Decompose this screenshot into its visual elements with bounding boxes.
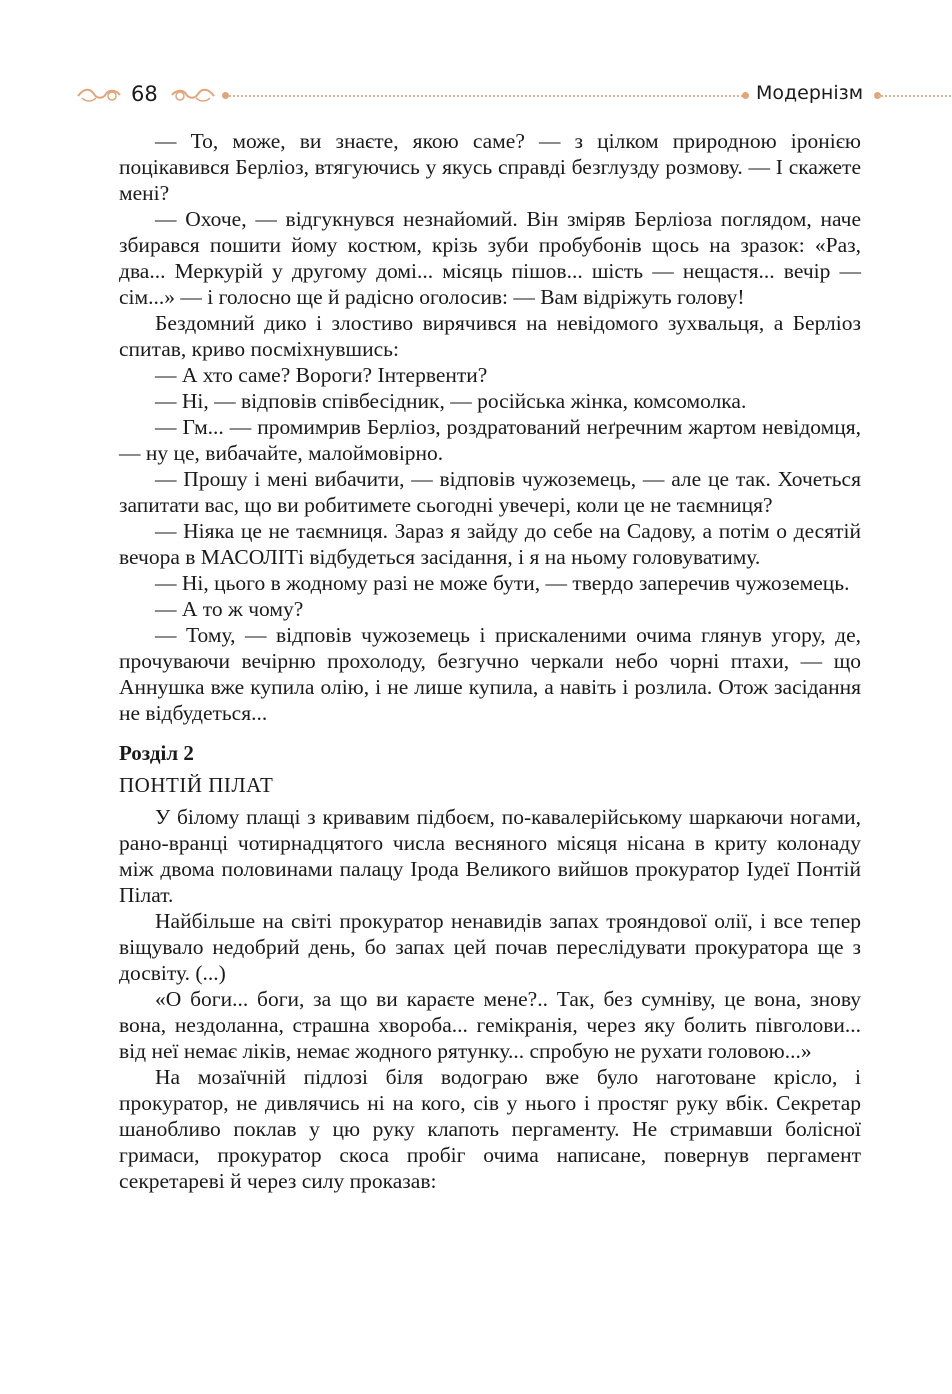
paragraph: — Ні, цього в жодному разі не може бути, — твердо заперечив чужоземець.: [155, 571, 850, 595]
chapter-subtitle: ПОНТІЙ ПІЛАТ: [119, 773, 274, 797]
paragraph: — Охоче, — відгукнувся незнайомий. Він зміряв Берліоза поглядом, наче збирався пошити йому костюм, крізь зуби пробубонів щось на зразок: «Раз, два... Меркурій у другому домі... місяць пішов... шість — нещастя... вечір — сім...» — і голосно ще й радісно оголосив: — Вам відріжуть голову!: [119, 207, 861, 309]
paragraph: — То, може, ви знаєте, якою саме? — з цілком природною іронією поцікавився Берліоз, втягуючись у якусь справді безглузду розмову. — І скажете мені?: [119, 129, 861, 205]
page-number: 68: [131, 82, 158, 106]
header-rule-left: [226, 95, 746, 97]
paragraph: — А хто саме? Вороги? Інтервенти?: [155, 363, 488, 387]
paragraph: У білому плащі з кривавим підбоєм, по-кавалерійському шаркаючи ногами, рано-вранці чотирнадцятого числа весняного місяця нісана в криту колонаду між двома половинами палацу Ірода Великого вийшов прокуратор Іудеї Понтій Пілат.: [119, 805, 861, 907]
page-body: [119, 128, 861, 1194]
paragraph: — А то ж чому?: [155, 597, 304, 621]
section-title: Модернізм: [756, 82, 864, 104]
paragraph: — Ні, — відповів співбесідник, — російська жінка, комсомолка.: [155, 389, 747, 413]
paragraph: «О боги... боги, за що ви караєте мене?.. Так, без сумніву, це вона, знову вона, нездоланна, страшна хвороба... гемікранія, через яку болить півголови... від неї немає ліків, немає жодного рятунку... спробую не рухати головою...»: [119, 987, 861, 1063]
paragraph: Найбільше на світі прокуратор ненавидів запах трояндової олії, і все тепер віщувало недобрий день, бо запах цей почав переслідувати прокуратора ще з досвіту. (...): [119, 909, 861, 985]
paragraph: — Прошу і мені вибачити, — відповів чужоземець, — але це так. Хочеться запитати вас, що ви робитимете сьогодні увечері, коли це не таємниця?: [119, 467, 861, 517]
paragraph: На мозаїчній підлозі біля водограю вже було наготоване крісло, і прокуратор, не дивлячись ні на кого, сів у нього і простяг руку вбік. Секретар шанобливо поклав у цю руку клапоть пергаменту. Не стримавши болісної гримаси, прокуратор скоса пробіг очима написане, повернув пергамент секретареві й через силу проказав:: [119, 1065, 861, 1193]
header-rule-right: [878, 95, 952, 97]
paragraph: — Тому, — відповів чужоземець і прискаленими очима глянув угору, де, прочуваючи вечірню прохолоду, безгучно черкали небо чорні птахи, — що Аннушка вже купила олію, і не лише купила, а навіть і розлила. Отож засідання не відбудеться...: [119, 623, 861, 725]
ornament-right-icon: [170, 84, 216, 106]
rule-dot-icon: [222, 92, 229, 99]
rule-dot-icon: [742, 92, 749, 99]
page-header: [0, 76, 952, 116]
paragraph: Бездомний дико і злостиво вирячився на невідомого зухвальця, а Берліоз спитав, криво посміхнувшись:: [119, 311, 861, 361]
paragraph: — Ніяка це не таємниця. Зараз я зайду до себе на Садову, а потім о десятій вечора в МАСОЛІТі відбудеться засідання, і я на ньому головуватиму.: [119, 519, 861, 569]
chapter-title: Розділ 2: [119, 741, 194, 765]
paragraph: — Гм... — промимрив Берліоз, роздратований неґречним жартом невідомця, — ну це, вибачайте, малоймовірно.: [119, 415, 861, 465]
ornament-left-icon: [76, 84, 122, 106]
